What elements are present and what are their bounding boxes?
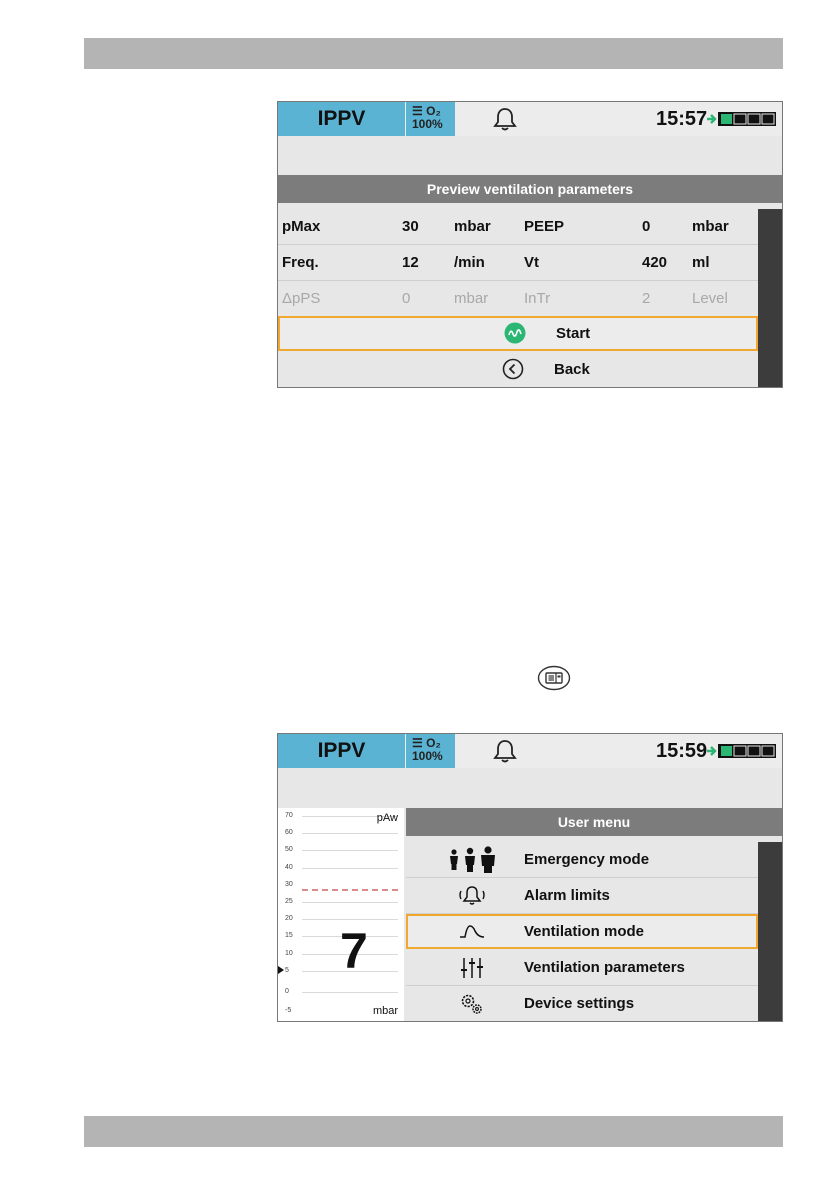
- pressure-value: 7: [340, 923, 368, 979]
- alarm-bell-icon: [492, 106, 518, 132]
- battery-icon: [705, 742, 779, 760]
- gauge-name: pAw: [376, 812, 398, 824]
- ventilation-mode-indicator: IPPV: [278, 734, 405, 768]
- gas-icon: ☰: [412, 104, 423, 118]
- gauge-unit: mbar: [372, 1005, 398, 1017]
- ventilation-mode-indicator: IPPV: [278, 102, 405, 136]
- back-icon: [502, 358, 524, 380]
- menu-item-ventilation-mode[interactable]: Ventilation mode: [406, 914, 758, 949]
- clock: 15:59: [656, 740, 708, 762]
- o2-indicator: ☰ O₂ 100%: [406, 102, 455, 136]
- menu-key-icon: [537, 665, 571, 691]
- back-button[interactable]: Back: [278, 352, 758, 387]
- status-bar: [278, 102, 782, 136]
- waveform-icon: [442, 918, 502, 945]
- people-icon: [442, 846, 502, 873]
- battery-icon: [705, 110, 779, 128]
- menu-item-alarm-limits[interactable]: Alarm limits: [406, 878, 758, 914]
- pressure-limit-line: [302, 889, 398, 891]
- sliders-icon: [442, 954, 502, 981]
- scrollbar[interactable]: [758, 842, 782, 1021]
- preview-screen: [277, 101, 783, 388]
- gas-icon: ☰: [412, 736, 423, 750]
- param-row-disabled: ΔpPS 0 mbar InTr 2 Level: [278, 281, 758, 317]
- user-menu-header: User menu: [406, 808, 782, 836]
- pressure-pointer: [278, 966, 284, 974]
- pressure-gauge: 70 60 50 40 30 25 20 15 10 5 0 -5 pAw 7 mbar: [278, 808, 404, 1021]
- scrollbar[interactable]: [758, 209, 782, 387]
- start-icon: [504, 322, 526, 344]
- page-header-bar: [84, 38, 783, 69]
- param-row[interactable]: Freq. 12 /min Vt 420 ml: [278, 245, 758, 281]
- o2-indicator: ☰ O₂ 100%: [406, 734, 455, 768]
- gears-icon: [442, 990, 502, 1017]
- menu-item-emergency-mode[interactable]: Emergency mode: [406, 842, 758, 878]
- clock: 15:57: [656, 108, 708, 130]
- preview-header: Preview ventilation parameters: [278, 175, 782, 203]
- param-row[interactable]: pMax 30 mbar PEEP 0 mbar: [278, 209, 758, 245]
- menu-item-ventilation-parameters[interactable]: Ventilation parameters: [406, 950, 758, 986]
- user-menu-screen: [277, 733, 783, 1022]
- alarm-bell-icon: [492, 738, 518, 764]
- status-bar: [278, 734, 782, 768]
- start-button[interactable]: Start: [278, 316, 758, 351]
- page-footer-bar: [84, 1116, 783, 1147]
- menu-item-device-settings[interactable]: Device settings: [406, 986, 758, 1021]
- alarm-bell-icon: [442, 882, 502, 909]
